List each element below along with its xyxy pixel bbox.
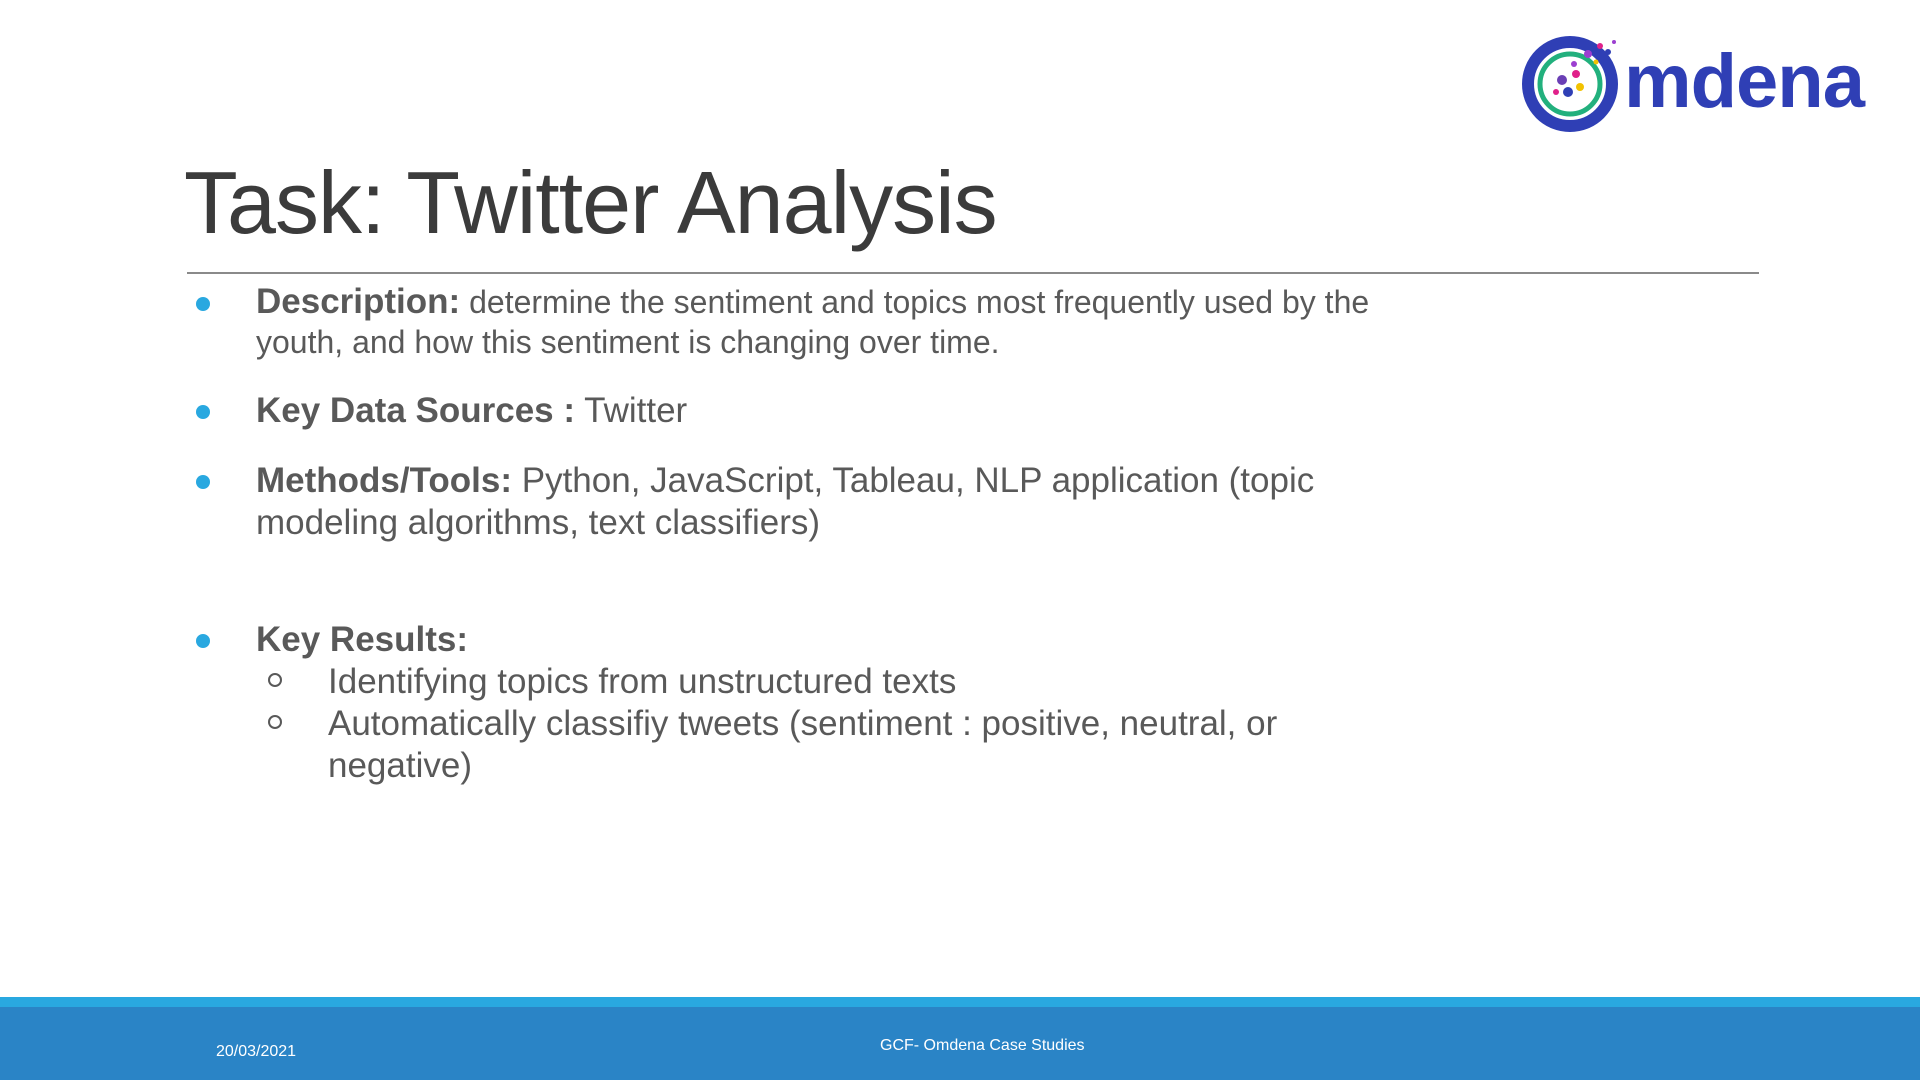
bullet-data-sources bbox=[196, 390, 1376, 434]
bullet-label: Key Data Sources : bbox=[256, 391, 576, 430]
bullet-text bbox=[256, 390, 1376, 432]
result-item bbox=[268, 661, 1318, 703]
sub-bullet-circle-icon bbox=[268, 673, 282, 687]
bullet-dot-icon bbox=[196, 297, 210, 311]
footer-date: 20/03/2021 bbox=[216, 1043, 297, 1060]
bullet-body: determine the sentiment and topics most frequently used by the youth, and how this sentiment is changing over time. bbox=[256, 284, 1370, 360]
footer-caption: GCF- Omdena Case Studies bbox=[880, 1037, 1085, 1054]
sub-bullet-circle-icon bbox=[268, 715, 282, 729]
bullet-body: Python, JavaScript, Tableau, NLP application (topic modeling algorithms, text classifiers) bbox=[256, 461, 1315, 542]
bullet-key-results bbox=[196, 619, 1376, 663]
bullet-body: Twitter bbox=[575, 391, 688, 430]
bullet-text bbox=[256, 282, 1376, 362]
bullet-description bbox=[196, 282, 1376, 366]
result-text: Automatically classifiy tweets (sentiment : positive, neutral, or negative) bbox=[328, 704, 1278, 785]
bullet-text bbox=[256, 619, 1376, 661]
bullet-label: Key Results: bbox=[256, 620, 469, 659]
bullet-text bbox=[256, 460, 1376, 544]
bullet-dot-icon bbox=[196, 634, 210, 648]
page-title: Task: Twitter Analysis bbox=[184, 153, 997, 252]
bullet-label: Description: bbox=[256, 282, 461, 321]
bullet-methods-tools bbox=[196, 460, 1376, 548]
result-item bbox=[268, 703, 1318, 787]
logo-text: mdena bbox=[1624, 39, 1864, 124]
bullet-dot-icon bbox=[196, 475, 210, 489]
bullet-label: Methods/Tools: bbox=[256, 461, 512, 500]
footer-accent-stripe bbox=[0, 997, 1920, 1007]
bullet-dot-icon bbox=[196, 405, 210, 419]
result-text: Identifying topics from unstructured texts bbox=[328, 662, 957, 701]
